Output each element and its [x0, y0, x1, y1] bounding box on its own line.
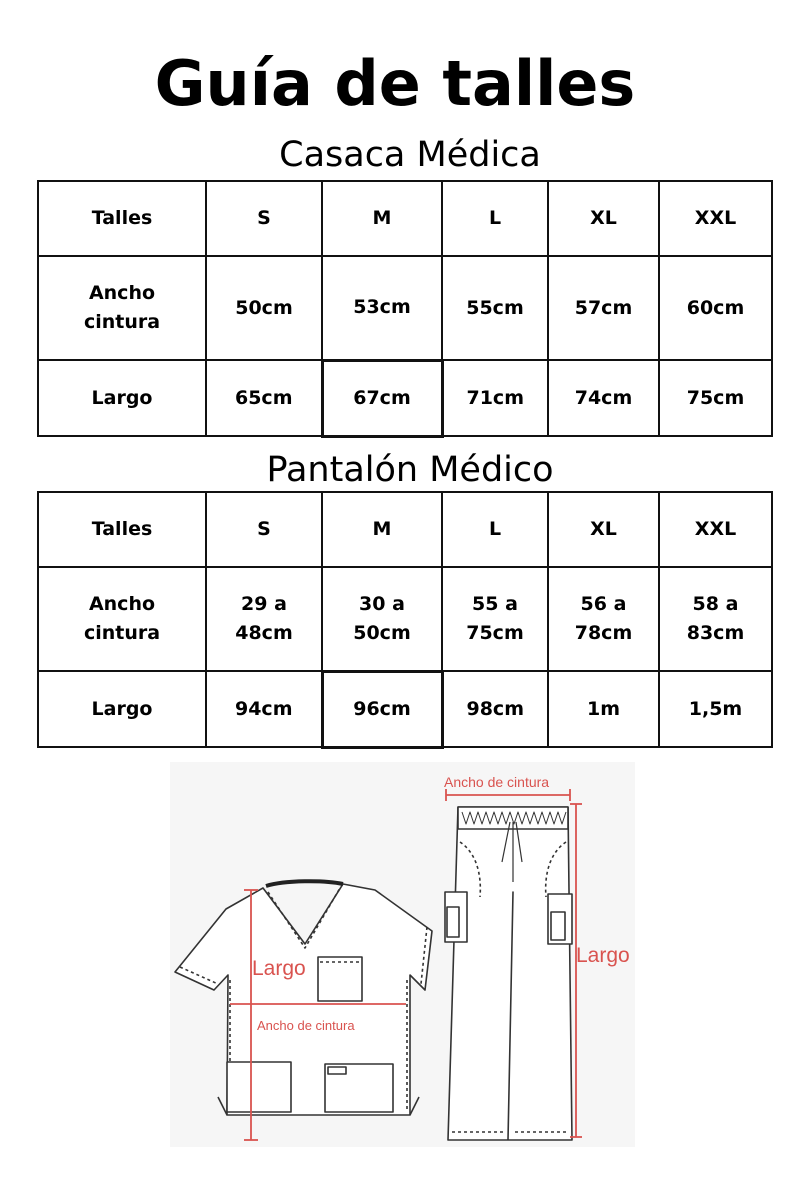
table-cell: 55 a 75cm: [442, 567, 548, 671]
shirt-length-label: Largo: [252, 957, 306, 980]
table-cell: 55cm: [442, 256, 548, 360]
table-row: [38, 492, 772, 567]
table-cell: S: [206, 181, 322, 256]
table-cell: 74cm: [548, 360, 659, 436]
page-title: Guía de talles: [154, 47, 636, 120]
table-cell: XL: [548, 492, 659, 567]
pants-length-label: Largo: [576, 944, 630, 967]
table-cell: 53cm: [322, 256, 442, 360]
table-cell: 71cm: [442, 360, 548, 436]
table-row: [38, 360, 772, 436]
table-cell: Largo: [38, 671, 206, 747]
table-cell: 29 a 48cm: [206, 567, 322, 671]
table-cell: L: [442, 181, 548, 256]
table-cell: 56 a 78cm: [548, 567, 659, 671]
table-row: [38, 181, 772, 256]
table-cell: Ancho cintura: [38, 567, 206, 671]
table-cell: XL: [548, 181, 659, 256]
table-cell: S: [206, 492, 322, 567]
garment-measurement-diagram: [170, 762, 635, 1147]
table-cell: 94cm: [206, 671, 322, 747]
table-cell: 98cm: [442, 671, 548, 747]
table-cell: 75cm: [659, 360, 772, 436]
table-cell: 60cm: [659, 256, 772, 360]
casaca-heading: Casaca Médica: [279, 135, 541, 175]
table-cell: 1m: [548, 671, 659, 747]
table-row: [38, 256, 772, 360]
table-row: [38, 567, 772, 671]
pants-width-label: Ancho de cintura: [444, 774, 550, 790]
table-cell: XXL: [659, 181, 772, 256]
table-cell: L: [442, 492, 548, 567]
pantalon-heading: Pantalón Médico: [266, 450, 554, 490]
table-cell: 1,5m: [659, 671, 772, 747]
scrub-pants-illustration: [445, 807, 572, 1140]
table-cell: XXL: [659, 492, 772, 567]
table-cell: 57cm: [548, 256, 659, 360]
table-cell: M: [322, 181, 442, 256]
table-cell: 67cm: [322, 360, 442, 436]
table-cell: 96cm: [322, 671, 442, 747]
casaca-size-table: [37, 180, 773, 438]
table-cell: 65cm: [206, 360, 322, 436]
table-cell: Talles: [38, 492, 206, 567]
shirt-width-label: Ancho de cintura: [257, 1018, 355, 1033]
table-cell: Ancho cintura: [38, 256, 206, 360]
pantalon-size-table: [37, 491, 773, 749]
table-cell: 30 a 50cm: [322, 567, 442, 671]
table-cell: 50cm: [206, 256, 322, 360]
table-cell: 58 a 83cm: [659, 567, 772, 671]
table-cell: Largo: [38, 360, 206, 436]
table-row: [38, 671, 772, 747]
table-cell: Talles: [38, 181, 206, 256]
table-cell: M: [322, 492, 442, 567]
